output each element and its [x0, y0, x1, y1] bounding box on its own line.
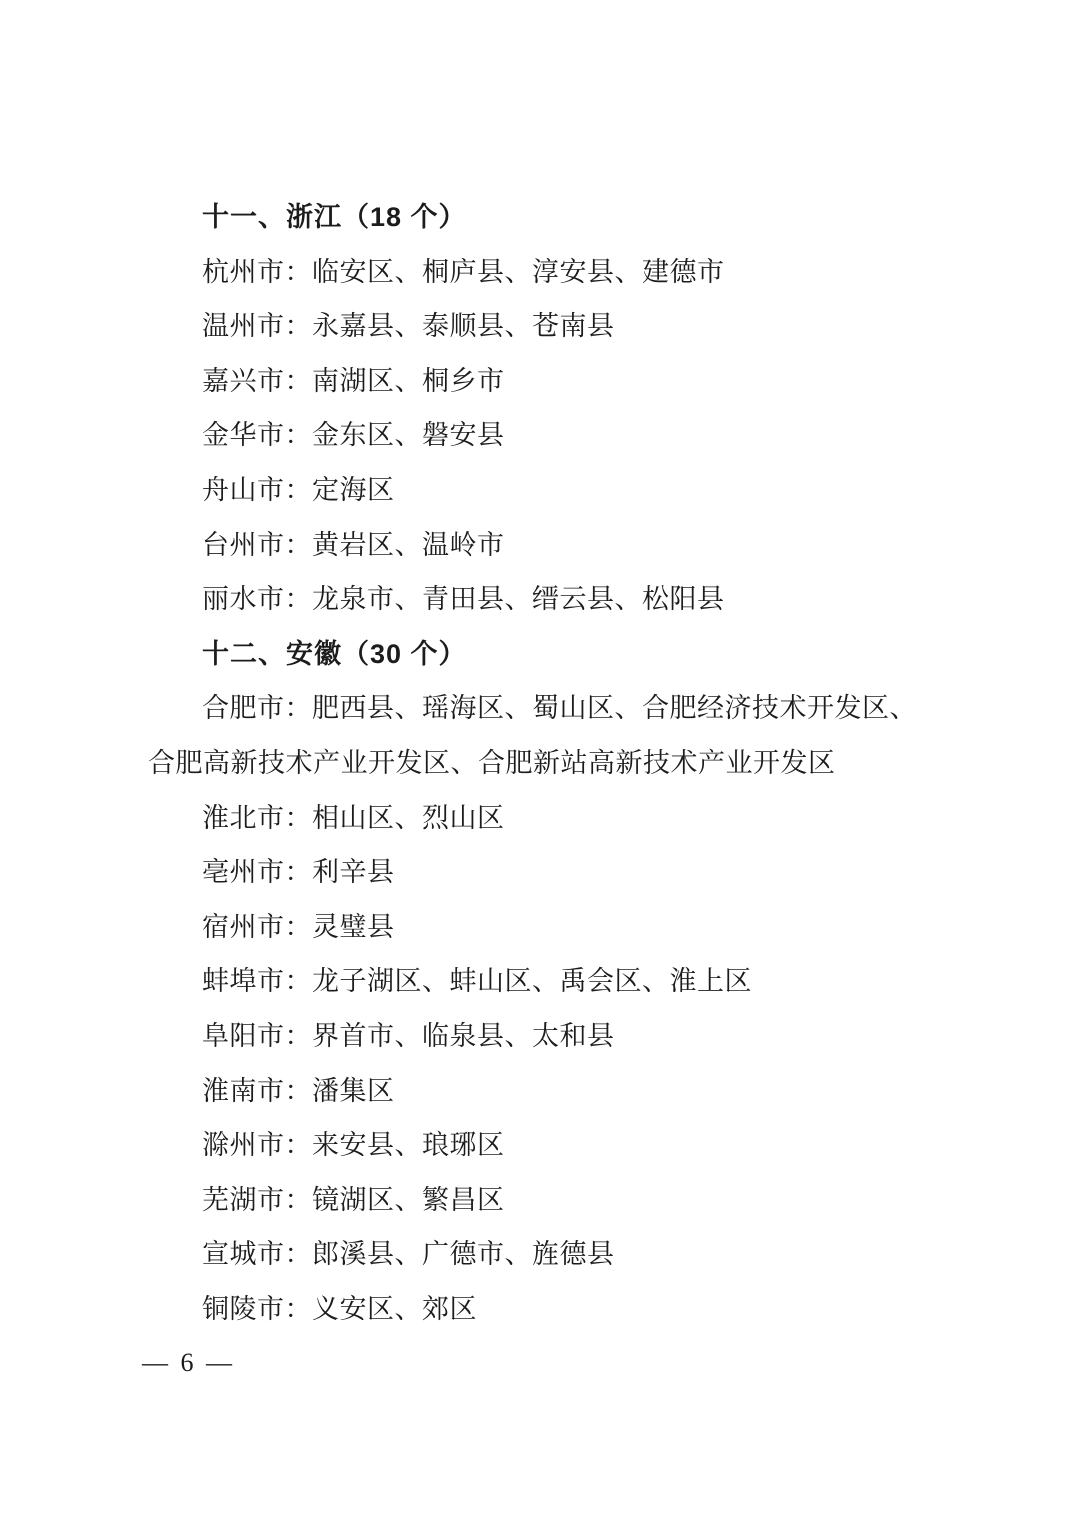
document-line: 杭州市：临安区、桐庐县、淳安县、建德市 — [202, 256, 725, 287]
document-line: 亳州市：利辛县 — [202, 857, 395, 888]
document-line: 合肥高新技术产业开发区、合肥新站高新技术产业开发区 — [148, 747, 836, 778]
document-line: 舟山市：定海区 — [202, 474, 395, 505]
document-line: 淮北市：相山区、烈山区 — [202, 802, 505, 833]
section-heading: 十一、浙江（18 个） — [202, 202, 467, 232]
document-line: 温州市：永嘉县、泰顺县、苍南县 — [202, 311, 615, 342]
document-line: 蚌埠市：龙子湖区、蚌山区、禹会区、淮上区 — [202, 966, 752, 997]
section-heading: 十二、安徽（30 个） — [202, 638, 467, 669]
document-line: 合肥市：肥西县、瑶海区、蜀山区、合肥经济技术开发区、 — [202, 693, 917, 724]
document-line: 嘉兴市：南湖区、桐乡市 — [202, 365, 505, 396]
document-line: 宿州市：灵璧县 — [202, 911, 395, 942]
document-line: 滁州市：来安县、琅琊区 — [202, 1130, 505, 1161]
page-number: — 6 — — [142, 1348, 235, 1377]
document-line: 台州市：黄岩区、温岭市 — [202, 529, 505, 560]
document-line: 淮南市：潘集区 — [202, 1075, 395, 1106]
document-line: 阜阳市：界首市、临泉县、太和县 — [202, 1020, 615, 1051]
document-line: 铜陵市：义安区、郊区 — [202, 1293, 477, 1324]
document-line: 芜湖市：镜湖区、繁昌区 — [202, 1184, 505, 1215]
document-line: 丽水市：龙泉市、青田县、缙云县、松阳县 — [202, 584, 725, 615]
document-line: 宣城市：郎溪县、广德市、旌德县 — [202, 1239, 615, 1270]
document-line: 金华市：金东区、磐安县 — [202, 420, 505, 451]
document-body — [148, 190, 960, 1336]
